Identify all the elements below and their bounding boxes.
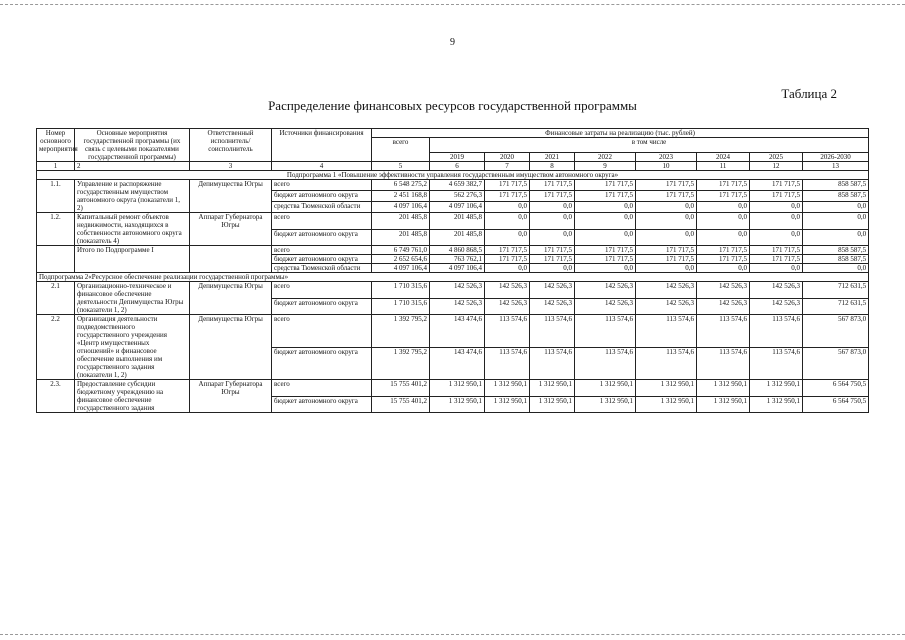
table-cell-value: 0,0 [530,213,575,230]
total-row [37,246,869,255]
column-number: 8 [530,162,575,171]
funding-source: бюджет автономного округа [272,191,372,202]
funding-source: бюджет автономного округа [272,229,372,246]
table-cell-value: 712 631,5 [803,298,869,315]
table-cell-value: 858 587,5 [803,246,869,255]
column-number: 12 [750,162,803,171]
table-cell-value: 1 312 950,1 [430,396,485,413]
header-year: 2024 [697,153,750,162]
table-cell-value: 142 526,3 [750,298,803,315]
table-cell-value: 142 526,3 [575,298,636,315]
table-cell-value: 858 587,5 [803,255,869,264]
header-including: в том числе [430,138,869,153]
table-cell-value: 0,0 [530,264,575,273]
table-cell-value: 142 526,3 [530,282,575,299]
funding-source: всего [272,282,372,299]
table-cell-value: 201 485,8 [430,229,485,246]
funding-source: средства Тюменской области [272,202,372,213]
table-cell-value: 0,0 [485,264,530,273]
table-cell-value: 142 526,3 [636,282,697,299]
table-cell-value: 171 717,5 [530,246,575,255]
funding-source: бюджет автономного округа [272,396,372,413]
activity-number: 2.2 [37,315,75,380]
funding-source: всего [272,380,372,397]
table-cell-value: 562 276,3 [430,191,485,202]
section-title: Подпрограмма 1 «Повышение эффективности управления государственным имуществом автономного округа» [37,171,869,180]
header-year: 2021 [530,153,575,162]
table-cell-value: 567 873,0 [803,347,869,380]
header-year: 2022 [575,153,636,162]
table-cell-value: 0,0 [530,202,575,213]
table-cell-value: 0,0 [697,229,750,246]
column-number: 13 [803,162,869,171]
table-cell-value: 4 659 382,7 [430,180,485,191]
table-cell-value: 1 312 950,1 [750,380,803,397]
page-number: 9 [450,37,455,48]
table-cell-value: 143 474,6 [430,315,485,348]
table-cell-value: 0,0 [636,213,697,230]
table-cell-value: 0,0 [485,229,530,246]
header-number: Номер основного мероприятия [37,129,75,162]
table-cell-value: 113 574,6 [530,315,575,348]
column-number: 2 [75,162,190,171]
column-number-row [37,162,869,171]
table-cell-value: 171 717,5 [697,191,750,202]
table-cell-value: 712 631,5 [803,282,869,299]
table-cell-value: 1 312 950,1 [530,396,575,413]
table-cell-value: 6 564 750,5 [803,396,869,413]
table-cell-value: 1 312 950,1 [485,380,530,397]
table-cell-value: 171 717,5 [636,191,697,202]
document-title: Распределение финансовых ресурсов государственной программы [268,98,637,113]
table-cell-value: 0,0 [750,213,803,230]
table-cell-value: 0,0 [575,213,636,230]
table-row [37,213,869,230]
activity-name: Организация деятельности подведомственного государственного учреждения «Центр имущественных отношений» и финансовое обеспечение выполнения им государственного задания (показатели 1, 2) [75,315,190,380]
table-cell-value: 142 526,3 [575,282,636,299]
table-cell-value: 0,0 [697,202,750,213]
table-cell-value: 171 717,5 [697,246,750,255]
column-number: 11 [697,162,750,171]
table-cell-value: 1 312 950,1 [575,396,636,413]
table-body [37,171,869,413]
table-cell-value: 1 312 950,1 [575,380,636,397]
scan-edge-top [0,4,905,5]
table-cell-value: 0,0 [575,202,636,213]
column-number: 6 [430,162,485,171]
header-activity: Основные мероприятия государственной программы (их связь с целевыми показателями государственной программы) [75,129,190,162]
table-cell-value: 171 717,5 [485,191,530,202]
table-cell-value: 0,0 [636,229,697,246]
table-cell-value: 2 652 654,6 [372,255,430,264]
total-blank-cell [37,246,75,273]
funding-source: всего [272,213,372,230]
table-cell-value: 143 474,6 [430,347,485,380]
table-cell-value: 113 574,6 [697,347,750,380]
table-cell-value: 171 717,5 [575,180,636,191]
column-number: 7 [485,162,530,171]
table-cell-value: 1 312 950,1 [485,396,530,413]
table-cell-value: 142 526,3 [530,298,575,315]
activity-executor: Депимущества Югры [190,315,272,380]
activity-name: Организационно-техническое и финансовое обеспечение деятельности Депимущества Югры (показатели 1, 2) [75,282,190,315]
table-cell-value: 171 717,5 [485,246,530,255]
activity-number: 2.3. [37,380,75,413]
header-financing: Финансовые затраты на реализацию (тыс. рублей) [372,129,869,138]
table-cell-value: 171 717,5 [530,191,575,202]
table-cell-value: 171 717,5 [750,180,803,191]
column-number: 1 [37,162,75,171]
header-executor: Ответственный исполнитель/ соисполнитель [190,129,272,162]
table-cell-value: 142 526,3 [430,282,485,299]
table-cell-value: 171 717,5 [697,180,750,191]
table-cell-value: 113 574,6 [636,347,697,380]
table-cell-value: 171 717,5 [485,255,530,264]
table-row [37,315,869,348]
header-year: 2020 [485,153,530,162]
table-cell-value: 0,0 [803,213,869,230]
financial-table [36,128,869,413]
table-cell-value: 1 312 950,1 [697,396,750,413]
table-cell-value: 1 312 950,1 [530,380,575,397]
table-cell-value: 171 717,5 [636,180,697,191]
activity-executor: Аппарат Губернатора Югры [190,213,272,246]
activity-number: 1.1. [37,180,75,213]
table-cell-value: 1 392 795,2 [372,315,430,348]
table-cell-value: 6 548 275,2 [372,180,430,191]
activity-number: 2.1 [37,282,75,315]
total-label: Итого по Подпрограмме I [75,246,190,273]
table-cell-value: 0,0 [803,202,869,213]
table-cell-value: 142 526,3 [636,298,697,315]
table-cell-value: 1 312 950,1 [697,380,750,397]
table-cell-value: 171 717,5 [575,255,636,264]
table-cell-value: 1 312 950,1 [750,396,803,413]
table-cell-value: 1 312 950,1 [636,380,697,397]
funding-source: всего [272,315,372,348]
table-label: Таблица 2 [781,86,837,101]
header-year: 2023 [636,153,697,162]
activity-name: Управление и распоряжение государственным имуществом автономного округа (показатели 1, 2) [75,180,190,213]
table-cell-value: 0,0 [575,264,636,273]
activity-name: Капитальный ремонт объектов недвижимости, находящихся в собственности автономного округа (показатель 4) [75,213,190,246]
table-cell-value: 142 526,3 [485,298,530,315]
table-cell-value: 201 485,8 [372,229,430,246]
activity-name: Предоставление субсидии бюджетному учреждению на финансовое обеспечение государственного задания [75,380,190,413]
table-row [37,282,869,299]
table-cell-value: 171 717,5 [750,191,803,202]
header-total: всего [372,138,430,162]
table-cell-value: 171 717,5 [636,255,697,264]
table-cell-value: 6 564 750,5 [803,380,869,397]
table-cell-value: 0,0 [750,229,803,246]
table-cell-value: 201 485,8 [372,213,430,230]
table-cell-value: 4 097 106,4 [430,264,485,273]
table-cell-value: 142 526,3 [430,298,485,315]
table-cell-value: 763 762,1 [430,255,485,264]
table-cell-value: 142 526,3 [750,282,803,299]
table-cell-value: 171 717,5 [530,180,575,191]
total-blank-cell [190,246,272,273]
table-cell-value: 1 710 315,6 [372,282,430,299]
table-cell-value: 171 717,5 [750,255,803,264]
funding-source: бюджет автономного округа [272,347,372,380]
table-cell-value: 142 526,3 [697,282,750,299]
table-cell-value: 4 097 106,4 [372,202,430,213]
funding-source: бюджет автономного округа [272,255,372,264]
table-cell-value: 4 097 106,4 [372,264,430,273]
table-cell-value: 113 574,6 [530,347,575,380]
section-title-row [37,171,869,180]
header-source: Источники финансирования [272,129,372,162]
table-cell-value: 15 755 401,2 [372,396,430,413]
table-cell-value: 0,0 [750,202,803,213]
section-title: Подпрограмма 2«Ресурсное обеспечение реализации государственной программы» [37,273,869,282]
header-year: 2019 [430,153,485,162]
header-year: 2025 [750,153,803,162]
table-cell-value: 0,0 [697,213,750,230]
table-cell-value: 142 526,3 [485,282,530,299]
table-cell-value: 4 860 868,5 [430,246,485,255]
section-title-row [37,273,869,282]
table-cell-value: 0,0 [803,229,869,246]
activity-executor: Депимущества Югры [190,282,272,315]
table-header [37,129,869,171]
table-cell-value: 0,0 [530,229,575,246]
table-cell-value: 113 574,6 [697,315,750,348]
table-row [37,380,869,397]
funding-source: всего [272,180,372,191]
table-cell-value: 0,0 [485,202,530,213]
table-cell-value: 171 717,5 [750,246,803,255]
table-cell-value: 201 485,8 [430,213,485,230]
table-cell-value: 0,0 [636,264,697,273]
table-cell-value: 113 574,6 [636,315,697,348]
table-cell-value: 0,0 [750,264,803,273]
table-cell-value: 113 574,6 [750,315,803,348]
table-cell-value: 113 574,6 [750,347,803,380]
column-number: 9 [575,162,636,171]
activity-executor: Депимущества Югры [190,180,272,213]
table-cell-value: 1 392 795,2 [372,347,430,380]
table-cell-value: 567 873,0 [803,315,869,348]
table-cell-value: 1 710 315,6 [372,298,430,315]
table-cell-value: 113 574,6 [485,347,530,380]
table-cell-value: 113 574,6 [575,347,636,380]
table-cell-value: 0,0 [697,264,750,273]
table-cell-value: 0,0 [636,202,697,213]
table-cell-value: 171 717,5 [575,246,636,255]
table-cell-value: 113 574,6 [485,315,530,348]
table-cell-value: 2 451 168,8 [372,191,430,202]
header-year: 2026-2030 [803,153,869,162]
table-cell-value: 858 587,5 [803,191,869,202]
column-number: 5 [372,162,430,171]
funding-source: средства Тюменской области [272,264,372,273]
table-cell-value: 0,0 [575,229,636,246]
table-cell-value: 1 312 950,1 [430,380,485,397]
funding-source: бюджет автономного округа [272,298,372,315]
table-cell-value: 0,0 [803,264,869,273]
activity-executor: Аппарат Губернатора Югры [190,380,272,413]
table-cell-value: 171 717,5 [575,191,636,202]
table-cell-value: 171 717,5 [530,255,575,264]
table-cell-value: 171 717,5 [697,255,750,264]
column-number: 4 [272,162,372,171]
table-cell-value: 15 755 401,2 [372,380,430,397]
activity-number: 1.2. [37,213,75,246]
table-cell-value: 1 312 950,1 [636,396,697,413]
table-cell-value: 171 717,5 [636,246,697,255]
table-cell-value: 4 097 106,4 [430,202,485,213]
table-cell-value: 6 749 761,0 [372,246,430,255]
table-cell-value: 858 587,5 [803,180,869,191]
column-number: 10 [636,162,697,171]
table-cell-value: 142 526,3 [697,298,750,315]
table-cell-value: 171 717,5 [485,180,530,191]
scan-edge-bottom [0,634,905,635]
column-number: 3 [190,162,272,171]
table-row [37,180,869,191]
funding-source: всего [272,246,372,255]
table-cell-value: 113 574,6 [575,315,636,348]
table-cell-value: 0,0 [485,213,530,230]
